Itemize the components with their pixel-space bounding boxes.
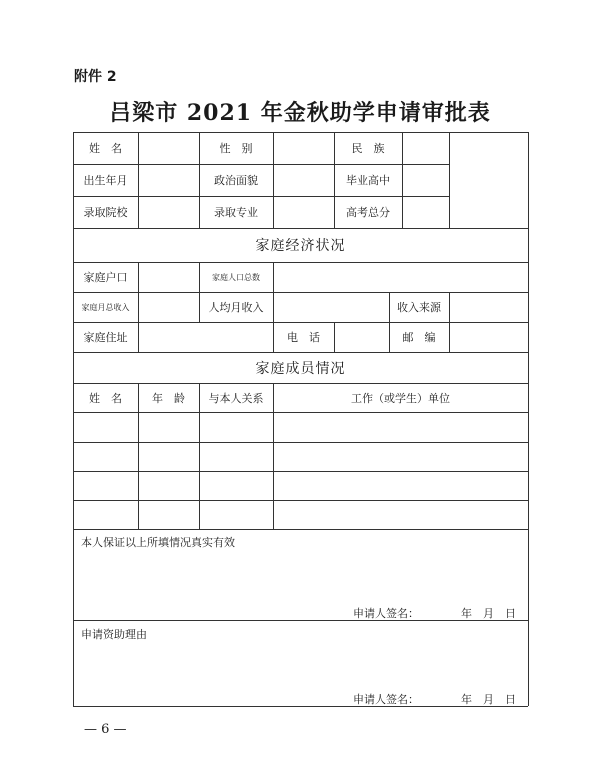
household-size-label: 家庭人口总数	[212, 272, 260, 282]
exam-score-label: 高考总分	[346, 206, 390, 219]
grid-line	[73, 262, 528, 263]
attachment-label: 附件 2	[74, 69, 117, 85]
gender-label: 性 别	[219, 142, 253, 155]
phone-label: 电 话	[287, 331, 320, 344]
grid-line	[449, 292, 450, 352]
form-right-border	[528, 132, 529, 706]
grid-line	[73, 620, 528, 621]
grid-line	[334, 322, 335, 352]
income-source-label: 收入来源	[397, 301, 441, 314]
high-school-label: 毕业高中	[346, 174, 390, 187]
form-title: 吕梁市 2021 年金秋助学申请审批表	[109, 100, 491, 126]
grid-line	[273, 132, 274, 228]
name-label: 姓 名	[89, 142, 122, 155]
admitted-major-label: 录取专业	[214, 206, 258, 219]
signature-date: 年 月 日	[461, 607, 516, 620]
family-members-heading: 家庭成员情况	[255, 360, 346, 377]
form-bottom-border	[73, 706, 528, 707]
applicant-signature-label: 申请人签名：	[353, 693, 419, 706]
birth-date-label: 出生年月	[83, 174, 128, 187]
postcode-label: 邮 编	[402, 331, 436, 344]
applicant-signature-label: 申请人签名：	[353, 607, 419, 620]
address-label: 家庭住址	[83, 331, 128, 344]
household-registration-label: 家庭户口	[83, 271, 128, 284]
funding-reason-label: 申请资助理由	[81, 628, 147, 641]
grid-line	[73, 292, 528, 293]
grid-line	[73, 500, 528, 501]
political-status-label: 政治面貌	[214, 174, 258, 187]
grid-line	[138, 262, 139, 352]
grid-line	[402, 132, 403, 228]
declaration-statement: 本人保证以上所填情况真实有效	[81, 536, 235, 549]
application-form	[73, 132, 528, 706]
page-number: — 6 —	[84, 722, 127, 737]
grid-line	[73, 471, 528, 472]
per-capita-income-label: 人均月收入	[208, 301, 264, 314]
form-top-border	[73, 132, 528, 133]
member-name-header: 姓 名	[89, 391, 122, 405]
member-relationship-header: 与本人关系	[208, 391, 264, 405]
grid-line	[73, 412, 528, 413]
member-age-header: 年 龄	[152, 391, 185, 405]
grid-line	[73, 529, 528, 530]
member-workplace-header: 工作（或学生）单位	[351, 391, 450, 405]
family-economy-heading: 家庭经济状况	[255, 238, 346, 254]
admitted-college-label: 录取院校	[83, 206, 128, 219]
monthly-total-income-label: 家庭月总收入	[81, 302, 130, 312]
grid-line	[273, 262, 274, 322]
grid-line	[138, 132, 139, 228]
grid-line	[73, 442, 528, 443]
signature-date: 年 月 日	[461, 693, 516, 706]
photo-box-border	[449, 132, 450, 228]
ethnicity-label: 民 族	[351, 142, 385, 155]
